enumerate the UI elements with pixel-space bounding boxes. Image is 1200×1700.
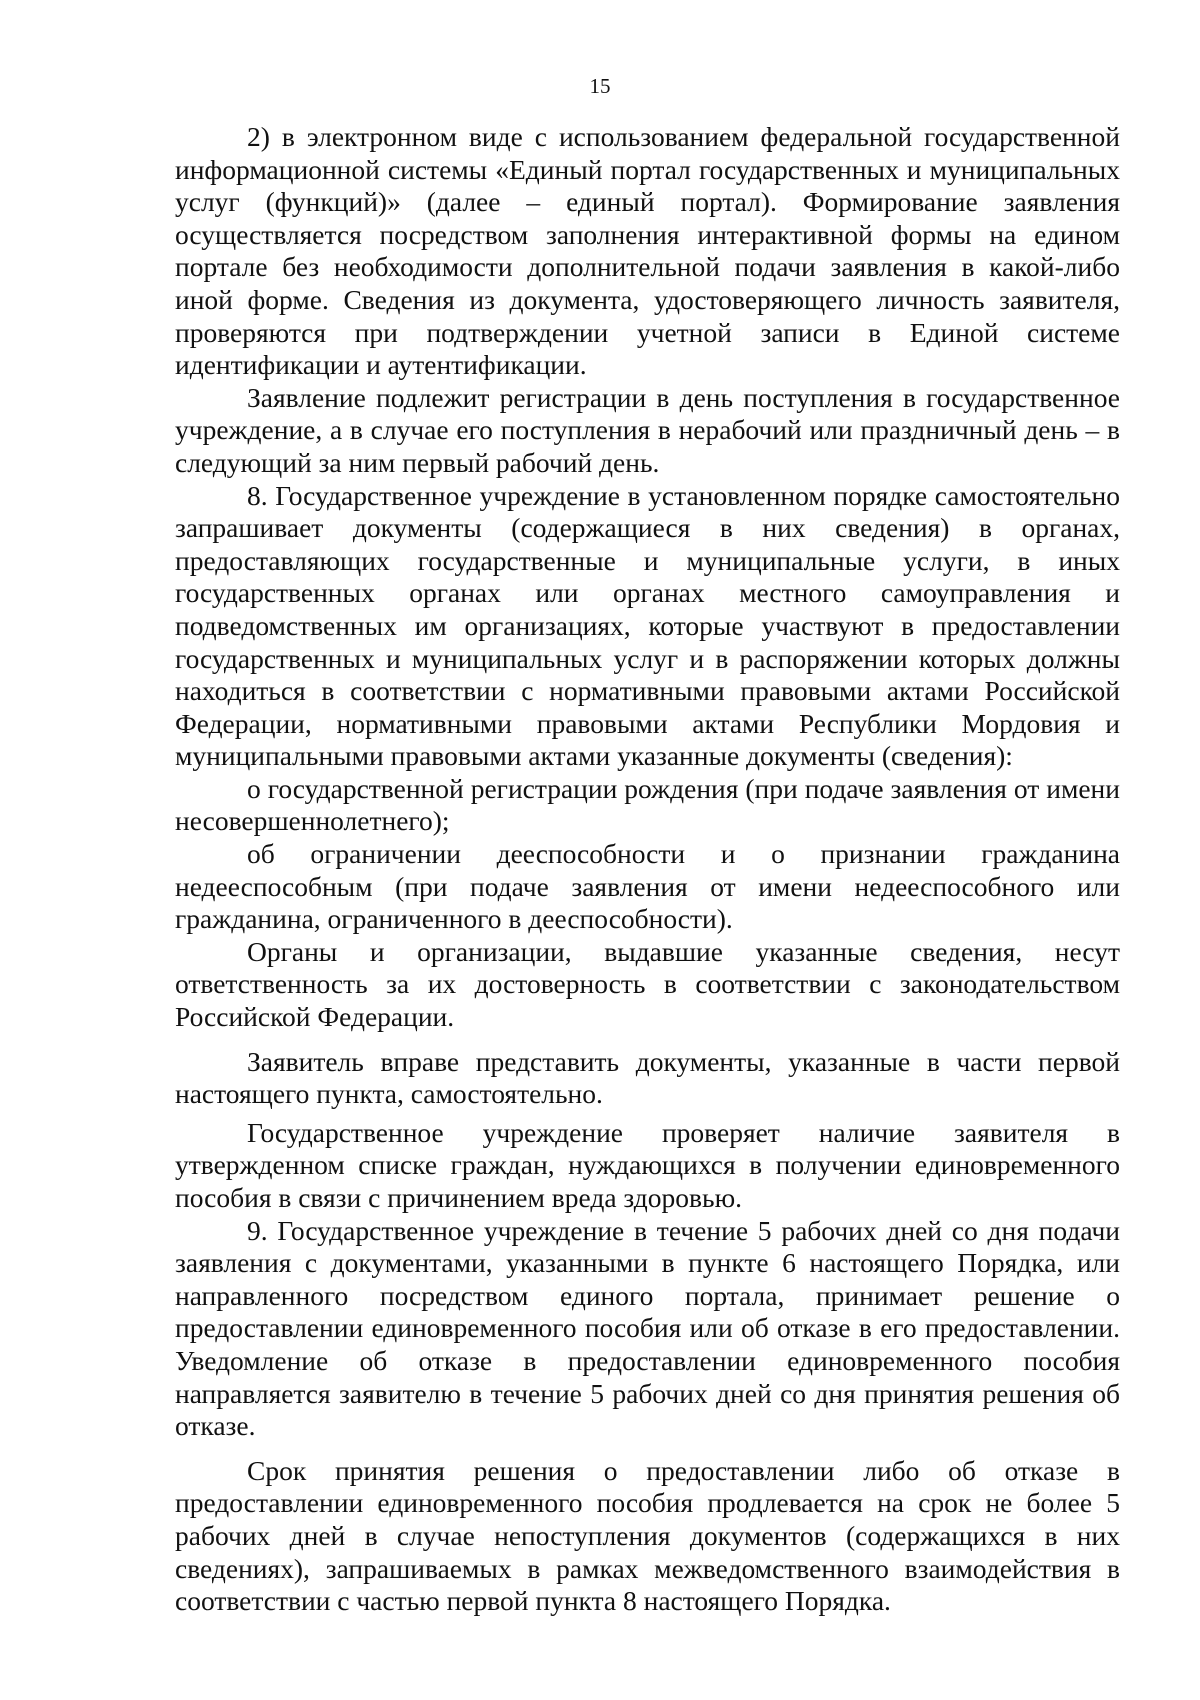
paragraph-responsibility: Органы и организации, выдавшие указанные сведения, несут ответственность за их достоверность в соответствии с законодательством Российской Федерации. [175, 935, 1120, 1033]
paragraph-electronic-submission: 2) в электронном виде с использованием федеральной государственной информационной системы «Единый портал государственных и муниципальных услуг (функций)» (далее – единый портал). Формирование заявления осуществляется посредством заполнения интерактивной формы на едином портале без необходимости дополнительной подачи заявления в какой-либо иной форме. Сведения из документа, удостоверяющего личность заявителя, проверяются при подтверждении учетной записи в Единой системе идентификации и аутентификации. [175, 121, 1120, 381]
paragraph-list-check: Государственное учреждение проверяет наличие заявителя в утвержденном списке граждан, нуждающихся в получении единовременного пособия в связи с причинением вреда здоровью. [175, 1116, 1120, 1213]
paragraph-registration: Заявление подлежит регистрации в день поступления в государственное учреждение, а в случае его поступления в нерабочий или праздничный день – в следующий за ним первый рабочий день. [175, 381, 1120, 478]
paragraph-item-9: 9. Государственное учреждение в течение 5 рабочих дней со дня подачи заявления с документами, указанными в пункте 6 настоящего Порядка, или направленного посредством единого портала, принимает решение о предоставлении единовременного пособия или об отказе в его предоставлении. Уведомление об отказе в предоставлении единовременного пособия направляется заявителю в течение 5 рабочих дней со дня принятия решения об отказе. [175, 1214, 1120, 1442]
document-body [175, 121, 1120, 1618]
paragraph-incapacity: об ограничении дееспособности и о признании гражданина недееспособным (при подаче заявления от имени недееспособного или гражданина, ограниченного в дееспособности). [175, 838, 1120, 935]
paragraph-item-8: 8. Государственное учреждение в установленном порядке самостоятельно запрашивает документы (содержащиеся в них сведения) в органах, предоставляющих государственные и муниципальные услуги, в иных государственных органах или органах местного самоуправления и подведомственных им организациях, которые участвуют в предоставлении государственных и муниципальных услуг и в распоряжении которых должны находиться в соответствии с нормативными правовыми актами Российской Федерации, нормативными правовыми актами Республики Мордовия и муниципальными правовыми актами указанные документы (сведения): [175, 479, 1120, 772]
paragraph-deadline-extension: Срок принятия решения о предоставлении либо об отказе в предоставлении единовременного пособия продлевается на срок не более 5 рабочих дней в случае непоступления документов (содержащихся в них сведениях), запрашиваемых в рамках межведомственного взаимодействия в соответствии с частью первой пункта 8 настоящего Порядка. [175, 1454, 1120, 1617]
page-number: 15 [589, 74, 611, 98]
paragraph-birth-registration: о государственной регистрации рождения (при подаче заявления от имени несовершеннолетнего); [175, 772, 1120, 837]
paragraph-applicant-right: Заявитель вправе представить документы, указанные в части первой настоящего пункта, самостоятельно. [175, 1045, 1120, 1110]
